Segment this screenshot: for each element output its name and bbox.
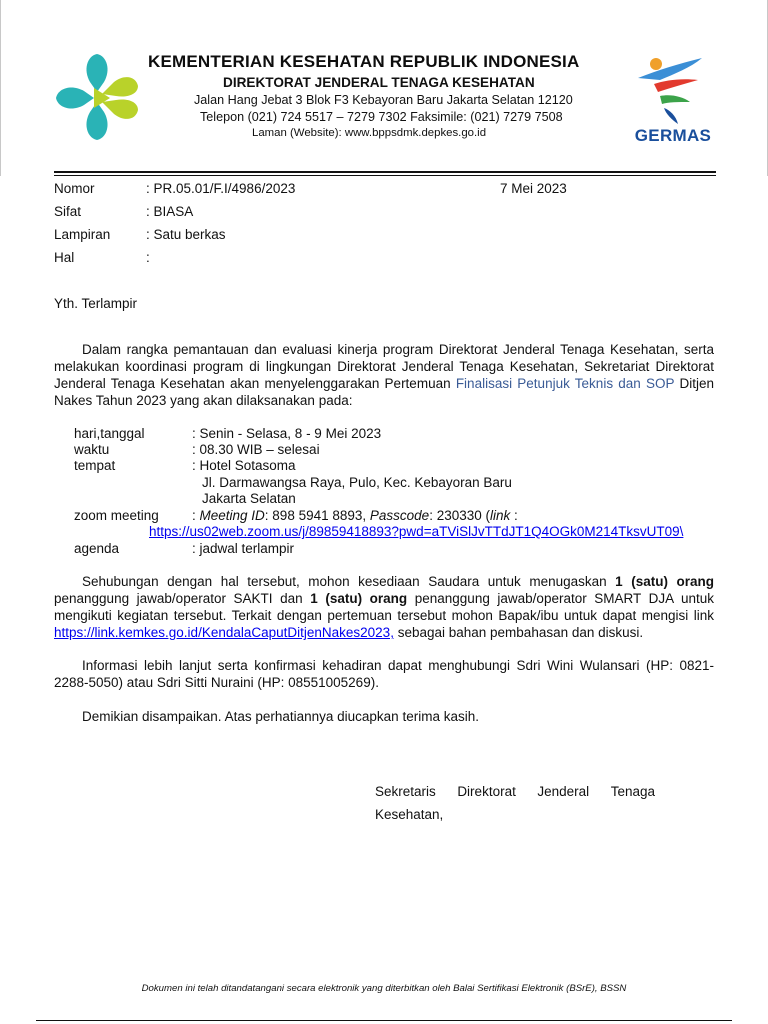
signature-word-4: Tenaga xyxy=(610,784,655,799)
field-hal xyxy=(54,250,716,273)
request-text-c: penanggung jawab/operator SMART DJA untuk mengikuti kegiatan tersebut. Terkait dengan pertemuan tersebut mohon Bapak/ibu untuk dapat mengisi link xyxy=(54,591,714,623)
phone: Telepon (021) 724 5517 – 7279 7302 Faksimile: (021) 7279 7508 xyxy=(200,110,563,124)
signature-word-3: Jenderal xyxy=(537,784,590,799)
intro-text-a: Dalam rangka pemantauan dan evaluasi kinerja program Direktorat Jenderal Tenaga Kesehatan, serta melakukan koordinasi program di lingkungan Direktorat Jenderal Tenaga Kesehatan, Sekretariat Direktorat Jenderal Tenaga Kesehatan akan menyelenggarakan Pertemuan xyxy=(54,342,714,391)
place-address-line: Jl. Darmawangsa Raya, Pulo, Kec. Kebayoran Baru xyxy=(202,475,512,490)
request-text-b: penanggung jawab/operator SAKTI dan xyxy=(54,591,311,606)
hal-label: Hal xyxy=(54,250,75,265)
letter-date: 7 Mei 2023 xyxy=(500,181,567,196)
zoom-id-label: Meeting ID xyxy=(199,508,265,523)
closing-text: Demikian disampaikan. Atas perhatiannya diucapkan terima kasih. xyxy=(82,709,479,724)
germas-label: GERMAS xyxy=(634,126,712,145)
letterhead xyxy=(0,0,768,176)
letter-fields xyxy=(54,181,716,273)
request-paragraph xyxy=(54,573,714,641)
ministry-name: KEMENTERIAN KESEHATAN REPUBLIK INDONESIA xyxy=(148,52,580,71)
request-text-d: sebagai bahan pembahasan dan diskusi. xyxy=(393,625,644,640)
field-sifat xyxy=(54,204,716,227)
nomor-value: : PR.05.01/F.I/4986/2023 xyxy=(146,181,296,196)
e-signature-note: Dokumen ini telah ditandatangani secara elektronik yang diterbitkan oleh Balai Sertifikasi Elektronik (BSrE), BSSN xyxy=(141,983,627,994)
time-label: waktu xyxy=(74,442,110,457)
nomor-label: Nomor xyxy=(54,181,95,196)
directorate-name: DIREKTORAT JENDERAL TENAGA KESEHATAN xyxy=(223,75,535,90)
salutation: Yth. Terlampir xyxy=(54,296,138,311)
contact-text: Informasi lebih lanjut serta konfirmasi kehadiran dapat menghubungi Sdri Wini Wulansari (HP: 0821-2288-5050) atau Sdri Sitti Nuraini (HP: 08551005269). xyxy=(54,658,714,690)
sifat-value: : BIASA xyxy=(146,204,194,219)
signature-title-line xyxy=(375,780,655,803)
lampiran-label: Lampiran xyxy=(54,227,111,242)
closing-paragraph xyxy=(54,708,714,725)
zoom-link-label: link xyxy=(489,508,511,523)
time-value: : 08.30 WIB – selesai xyxy=(192,442,320,457)
zoom-pass-value: : 230330 ( xyxy=(429,508,490,523)
website: Laman (Website): www.bppsdmk.depkes.go.id xyxy=(252,127,487,139)
place-label: tempat xyxy=(74,458,116,473)
agenda-label: agenda xyxy=(74,541,120,556)
zoom-id-value: : 898 5941 8893, xyxy=(264,508,370,523)
zoom-label: zoom meeting xyxy=(74,508,159,523)
field-nomor xyxy=(54,181,716,204)
place-value: : Hotel Sotasoma xyxy=(192,458,296,473)
sifat-label: Sifat xyxy=(54,204,82,219)
lampiran-value: : Satu berkas xyxy=(146,227,226,242)
signature-title-line2: Kesehatan, xyxy=(375,807,444,822)
footer-rule xyxy=(36,1020,732,1021)
zoom-meeting-link[interactable]: https://us02web.zoom.us/j/89859418893?pwd=aTViSlJvTTdJT1Q4OGk0M214TksvUT09\ xyxy=(149,524,684,539)
signature-word-1: Sekretaris xyxy=(375,784,436,799)
address: Jalan Hang Jebat 3 Blok F3 Kebayoran Baru Jakarta Selatan 12120 xyxy=(194,93,573,107)
signature-word-2: Direktorat xyxy=(457,784,516,799)
germas-figure-icon xyxy=(630,52,716,126)
intro-text-b: Ditjen Nakes Tahun 2023 yang akan dilaksanakan pada: xyxy=(54,376,715,408)
contact-paragraph xyxy=(54,657,714,691)
hal-value: : xyxy=(146,250,150,265)
kemkes-logo-icon xyxy=(54,52,140,142)
zoom-prefix: : xyxy=(192,508,200,523)
field-lampiran xyxy=(54,227,716,250)
request-count-b: 1 (satu) orang xyxy=(310,591,408,606)
germas-logo xyxy=(630,52,716,148)
agenda-value: : jadwal terlampir xyxy=(192,541,295,556)
place-city-line: Jakarta Selatan xyxy=(202,491,296,506)
zoom-link-suffix: : xyxy=(510,508,518,523)
event-name: Finalisasi Petunjuk Teknis dan SOP xyxy=(455,376,675,391)
intro-paragraph xyxy=(54,341,714,409)
signature-block xyxy=(375,780,655,826)
letterhead-rule-thick xyxy=(54,171,716,173)
request-text-a: Sehubungan dengan hal tersebut, mohon kesediaan Saudara untuk menugaskan xyxy=(82,574,616,589)
day-label: hari,tanggal xyxy=(74,426,145,441)
form-link[interactable]: https://link.kemkes.go.id/KendalaCaputDitjenNakes2023, xyxy=(54,625,394,640)
zoom-value xyxy=(192,508,518,523)
zoom-pass-label: Passcode xyxy=(369,508,430,523)
letterhead-rule-thin xyxy=(54,175,716,176)
request-count-a: 1 (satu) orang xyxy=(615,574,714,589)
day-value: : Senin - Selasa, 8 - 9 Mei 2023 xyxy=(192,426,382,441)
